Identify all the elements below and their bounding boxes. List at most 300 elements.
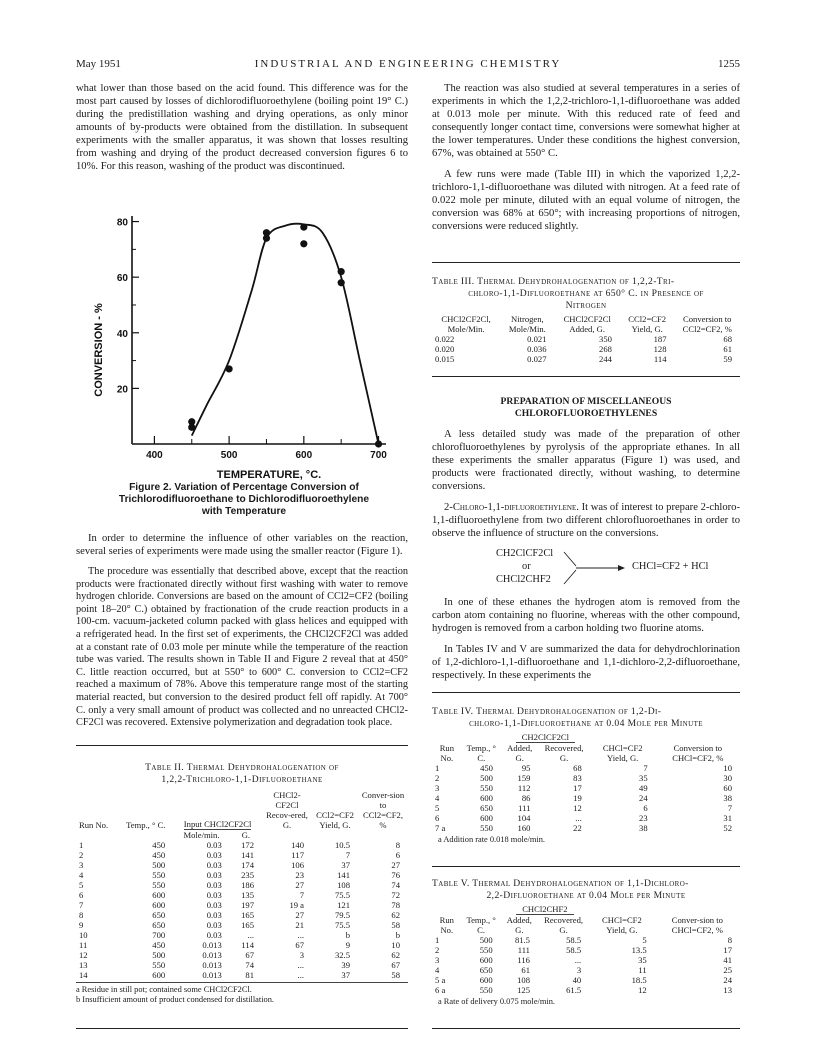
- table-3-grid: [432, 314, 740, 364]
- table-cell: 650: [152, 910, 166, 920]
- section-heading-line: PREPARATION OF MISCELLANEOUS: [500, 396, 672, 407]
- table-title-line: Table III. Thermal Dehydrohalogenation of 1,2,2-Tri-: [432, 276, 675, 287]
- table-cell: 5: [642, 935, 647, 945]
- x-tick-label: 400: [146, 450, 163, 461]
- table-footnote: a Addition rate 0.018 mole/min.: [438, 835, 545, 844]
- table-rule: [432, 866, 740, 867]
- table-cell: 0.03: [206, 880, 222, 890]
- table-cell: 60: [723, 783, 732, 793]
- table-cell: 0.013: [202, 950, 222, 960]
- table-rule: [432, 376, 740, 377]
- table-cell: 11: [638, 965, 647, 975]
- column-header: CHCl=CF2 Yield, G.: [602, 743, 643, 763]
- table-cell: 0.022: [435, 334, 455, 344]
- col-header-input: [173, 790, 262, 830]
- table-cell: 67: [245, 950, 254, 960]
- caption-line: with Temperature: [201, 506, 287, 517]
- paragraph: The procedure was essentially that described above, except that the reaction products were fractionated directly without first washing with water to remove hydrogen chloride. Conversions are based on the amount of CCl2=CF2 (boiling point 18–20° C.) obtained by fractionation of the crude reaction products in a 100-cm. vacuum-jacketed column packed with glass helices and equipped with a refrigerated head. In the first set of experiments, the CHCl2CF2Cl was added at a constant rate of 0.03 mole per minute while the temperature of the reaction tube was varied. The results shown in Table II and Figure 2 reveal that at 450° C. little reaction occurred, but at 550° to 600° C. conversion to CCl2=CF2 reached a maximum of 78%. Above this temperature range most of the starting material reacted, but conversion to the desired product fell off rapidly. At 700° C. only a very small amount of product was collected and no unreacted CHCl2-CF2Cl was recovered. Extensive polymerization and degradation took place.: [76, 566, 408, 729]
- table-cell: 4: [79, 870, 84, 880]
- table-cell: 13: [723, 985, 732, 995]
- table-cell: 6: [643, 803, 648, 813]
- table-cell: 5: [79, 880, 84, 890]
- table-cell: 550: [479, 985, 493, 995]
- column-header: Conversion to CHCl=CF2, %: [672, 743, 724, 763]
- table-row: [432, 344, 740, 354]
- table-row: [432, 763, 740, 773]
- table-cell: 7: [727, 803, 732, 813]
- table-3-title: [432, 276, 740, 312]
- page-number: 1255: [718, 58, 740, 70]
- table-cell: 17: [573, 783, 582, 793]
- x-tick-label: 700: [370, 450, 387, 461]
- table-cell: 23: [295, 870, 304, 880]
- table-cell: 17: [723, 945, 732, 955]
- table-cell: 62: [391, 950, 400, 960]
- data-point: [188, 424, 195, 431]
- table-cell: 187: [653, 334, 667, 344]
- table-cell: 600: [480, 793, 493, 803]
- table-title-line: chloro-1,1-Difluoroethane at 0.04 Mole per Minute: [469, 718, 703, 729]
- table-cell: 4: [435, 793, 440, 803]
- table-cell: 75.5: [334, 890, 350, 900]
- table-cell: 114: [653, 354, 667, 364]
- reaction-arrow-icon: [562, 550, 626, 586]
- paragraph: In one of these ethanes the hydrogen atom is removed from the carbon atom containing no fluorine, whereas with the other compound, hydrogen is removed from a carbon holding two fluorine atoms.: [432, 597, 740, 634]
- reaction-product: CHCl=CF2 + HCl: [632, 561, 709, 572]
- caption-line: Trichlorodifluoroethane to Dichlorodifluoroethylene: [118, 494, 370, 505]
- table-4: [432, 732, 740, 845]
- table-cell: 38: [723, 793, 732, 803]
- table-cell: 21: [295, 920, 304, 930]
- col-header-recovered: CHCl2-CF2Cl Recov-ered, G.: [266, 790, 308, 830]
- table-cell: 1: [435, 935, 440, 945]
- table-cell: 3: [435, 783, 440, 793]
- table-cell: 450: [152, 840, 166, 850]
- table-cell: b: [345, 930, 350, 940]
- table-cell: 39: [341, 960, 350, 970]
- data-point: [300, 240, 307, 247]
- column-header: CCl2=CF2 Yield, G.: [628, 314, 667, 334]
- table-cell: 650: [480, 803, 493, 813]
- table-footnote: a Rate of delivery 0.075 mole/min.: [438, 997, 555, 1006]
- left-column-top: [76, 82, 408, 181]
- table-cell: 2: [435, 945, 440, 955]
- table-cell: 0.015: [435, 354, 455, 364]
- table-row: [432, 823, 740, 833]
- table-cell: 52: [723, 823, 732, 833]
- x-axis-label: TEMPERATURE, °C.: [216, 469, 322, 480]
- table-cell: 600: [152, 900, 166, 910]
- column-header: Added, G.: [506, 915, 532, 935]
- run-in-heading: 2-Chloro-1,1-difluoroethylene.: [444, 502, 579, 513]
- table-cell: 95: [521, 763, 531, 773]
- table-row: [432, 965, 740, 975]
- table-cell: 0.021: [527, 334, 547, 344]
- table-cell: 235: [241, 870, 254, 880]
- table-cell: 165: [241, 920, 254, 930]
- table-row: [432, 985, 740, 995]
- table-cell: 650: [479, 965, 493, 975]
- series-line: [192, 224, 379, 444]
- group-header: [501, 904, 590, 915]
- section-heading-line: CHLOROFLUOROETHYLENES: [514, 408, 658, 419]
- table-cell: 3: [79, 860, 84, 870]
- column-header: Added, G.: [507, 743, 533, 763]
- table-cell: ...: [574, 955, 582, 965]
- table-cell: 5: [435, 803, 440, 813]
- table-cell: 9: [79, 920, 84, 930]
- table-cell: 159: [517, 773, 531, 783]
- table-cell: 650: [152, 920, 166, 930]
- table-cell: ...: [297, 960, 304, 970]
- table-cell: 244: [599, 354, 612, 364]
- table-cell: 35: [639, 773, 648, 783]
- table-cell: 128: [653, 344, 667, 354]
- table-cell: 600: [479, 955, 493, 965]
- table-cell: 58.5: [566, 935, 582, 945]
- column-header: Conver-sion to CHCl=CF2, %: [671, 915, 723, 935]
- table-cell: 165: [241, 910, 254, 920]
- table-cell: 111: [517, 945, 530, 955]
- table-cell: 550: [152, 960, 166, 970]
- table-row: [432, 813, 740, 823]
- column-header: Run No.: [439, 915, 454, 935]
- table-cell: 7: [299, 890, 304, 900]
- table-footnote: b Insufficient amount of product condensed for distillation.: [76, 995, 275, 1004]
- table-cell: 0.03: [206, 870, 222, 880]
- table-cell: 550: [152, 870, 166, 880]
- input-group-label: Input CHCl2CF2Cl: [183, 819, 252, 829]
- table-row: [76, 910, 408, 920]
- table-cell: 7: [643, 763, 648, 773]
- table-cell: 10.5: [334, 840, 350, 850]
- paragraph: [432, 501, 740, 540]
- table-cell: 19: [573, 793, 582, 803]
- table-title-line: 2,2-Difluoroethane at 0.04 Mole per Minute: [486, 890, 686, 901]
- table-2-title: [76, 762, 408, 786]
- table-row: [76, 870, 408, 880]
- table-cell: 32.5: [334, 950, 350, 960]
- table-cell: 7 a: [435, 823, 446, 833]
- table-cell: 10: [391, 940, 400, 950]
- table-row: [432, 955, 740, 965]
- table-rule: [432, 262, 740, 263]
- reactant-2: CHCl2CHF2: [496, 574, 551, 585]
- table-cell: 1: [79, 840, 84, 850]
- table-cell: 174: [241, 860, 254, 870]
- col-header-mole: Mole/min.: [183, 830, 220, 840]
- paragraph: A less detailed study was made of the preparation of other chlorofluoroethylenes by pyrolysis of the appropriate ethanes. In all these experiments the smaller apparatus (Figure 1) was used, and products were fractionated directly, without washing, to determine conversions.: [432, 429, 740, 492]
- table-row: [76, 890, 408, 900]
- table-cell: 35: [638, 955, 647, 965]
- table-cell: 600: [152, 890, 166, 900]
- group-label: CHCl2CHF2: [516, 904, 573, 915]
- column-header: CHCl=CF2 Yield, G.: [602, 915, 642, 935]
- table-cell: 500: [152, 950, 166, 960]
- section-heading: [432, 396, 740, 420]
- table-cell: 0.027: [527, 354, 547, 364]
- data-point: [263, 235, 270, 242]
- table-cell: 68: [723, 334, 732, 344]
- caption-line: Figure 2. Variation of Percentage Conversion of: [129, 482, 359, 493]
- table-cell: 72: [391, 890, 400, 900]
- table-cell: 22: [573, 823, 582, 833]
- data-point: [300, 224, 307, 231]
- table-cell: 30: [723, 773, 732, 783]
- table-cell: 5 a: [435, 975, 446, 985]
- table-cell: ...: [297, 970, 304, 980]
- table-cell: ...: [297, 930, 304, 940]
- table-3: [432, 314, 740, 364]
- table-cell: 12: [638, 985, 647, 995]
- table-cell: 1: [435, 763, 440, 773]
- table-cell: 67: [391, 960, 400, 970]
- table-cell: 550: [479, 945, 493, 955]
- table-cell: 61: [521, 965, 530, 975]
- table-row: [432, 935, 740, 945]
- scheme-or: or: [522, 561, 531, 572]
- col-header-yield: CCl2=CF2 Yield, G.: [316, 810, 354, 830]
- table-cell: 2: [435, 773, 440, 783]
- table-cell: 114: [241, 940, 254, 950]
- table-cell: 0.013: [202, 970, 222, 980]
- table-cell: 24: [639, 793, 648, 803]
- y-axis-label: CONVERSION - %: [93, 303, 105, 397]
- table-cell: 23: [639, 813, 648, 823]
- table-2-grid: [76, 790, 408, 980]
- table-cell: 3: [576, 965, 582, 975]
- data-point: [226, 365, 233, 372]
- table-5-title: [432, 878, 740, 902]
- reactant-1: CH2ClCF2Cl: [496, 548, 554, 559]
- issue-date: May 1951: [76, 58, 121, 70]
- table-cell: 135: [241, 890, 254, 900]
- table-cell: 108: [337, 880, 350, 890]
- right-column-lower: [432, 596, 740, 690]
- table-cell: 108: [517, 975, 530, 985]
- data-point: [338, 279, 345, 286]
- table-cell: 13.5: [631, 945, 647, 955]
- table-cell: 0.03: [206, 930, 222, 940]
- table-row: [76, 920, 408, 930]
- table-cell: 7: [345, 850, 350, 860]
- table-cell: 700: [152, 930, 166, 940]
- column-header: CHCl2CF2Cl Added, G.: [563, 314, 611, 334]
- table-title-line: Table V. Thermal Dehydrohalogenation of 1,1-Dichloro-: [432, 878, 689, 889]
- table-cell: 600: [479, 975, 493, 985]
- y-tick-label: 40: [116, 328, 128, 340]
- running-head: [76, 58, 740, 74]
- column-header: Nitrogen, Mole/Min.: [508, 314, 546, 334]
- table-cell: 141: [337, 870, 350, 880]
- table-4-body: [432, 763, 740, 833]
- table-cell: 0.03: [206, 920, 222, 930]
- x-tick-label: 500: [220, 450, 238, 461]
- table-row: [76, 860, 408, 870]
- table-cell: 140: [291, 840, 304, 850]
- table-cell: 41: [723, 955, 732, 965]
- table-cell: 6 a: [435, 985, 446, 995]
- table-cell: 58: [391, 920, 400, 930]
- table-cell: 74: [245, 960, 254, 970]
- table-cell: 25: [723, 965, 732, 975]
- table-cell: 8: [395, 840, 400, 850]
- table-cell: b: [395, 930, 400, 940]
- left-column-body: [76, 532, 408, 738]
- right-column-mid: [432, 428, 740, 548]
- column-header: Temp., ° C.: [466, 915, 496, 935]
- table-cell: 500: [480, 773, 493, 783]
- table-cell: 13: [79, 960, 88, 970]
- table-cell: 106: [291, 860, 304, 870]
- table-row: [432, 783, 740, 793]
- table-cell: 6: [79, 890, 84, 900]
- table-cell: 111: [518, 803, 531, 813]
- table-cell: 12: [573, 803, 582, 813]
- table-cell: 58.5: [566, 945, 582, 955]
- column-header: Recovered, G.: [544, 915, 584, 935]
- table-cell: 550: [152, 880, 166, 890]
- paragraph: The reaction was also studied at several temperatures in a series of experiments in which the 1,2,2-trichloro-1,1-difluoroethane was added at 0.013 mole per minute. With this reduced rate of feed and consequently longer contact time, conversions were somewhat higher at the lower temperatures. Under these conditions the highest conversion, 67%, was obtained at 550° C.: [432, 83, 740, 159]
- table-row: [76, 840, 408, 850]
- table-cell: 0.036: [527, 344, 547, 354]
- journal-title: INDUSTRIAL AND ENGINEERING CHEMISTRY: [254, 58, 562, 70]
- table-title-line: 1,2,2-Trichloro-1,1-Difluoroethane: [161, 774, 323, 785]
- group-header: [501, 732, 590, 743]
- table-cell: 83: [573, 773, 582, 783]
- table-5: [432, 904, 740, 1007]
- table-cell: 8: [79, 910, 84, 920]
- table-cell: 0.013: [202, 960, 222, 970]
- table-cell: 18.5: [631, 975, 647, 985]
- table-cell: 37: [341, 860, 350, 870]
- table-cell: 0.03: [206, 910, 222, 920]
- table-5-body: [432, 935, 740, 995]
- y-tick-label: 80: [116, 217, 128, 229]
- table-5-grid: [432, 904, 740, 995]
- table-cell: 160: [517, 823, 531, 833]
- figure-2-caption: [80, 482, 408, 518]
- table-cell: 6: [395, 850, 400, 860]
- paragraph: what lower than those based on the acid found. This difference was for the most part caused by losses of dichlorodifluoroethylene (boiling point 19° C.) during the predistillation washing and drying operations, as only minor amounts of by-products were obtained from the distillation. In subsequent experiments with the smaller apparatus, it was shown that losses resulting from washing and drying of the product decreased conversion figures 6 to 10%. For this reason, washing of the product was discontinued.: [76, 83, 408, 172]
- table-cell: 31: [723, 813, 732, 823]
- table-cell: 8: [727, 935, 732, 945]
- table-cell: 117: [291, 850, 304, 860]
- table-rule: [76, 745, 408, 746]
- table-cell: 38: [639, 823, 648, 833]
- table-cell: 27: [295, 910, 304, 920]
- table-cell: 76: [391, 870, 400, 880]
- table-cell: 121: [337, 900, 350, 910]
- table-row: [76, 960, 408, 970]
- table-cell: 450: [480, 763, 493, 773]
- paragraph: A few runs were made (Table III) in which the vaporized 1,2,2-trichloro-1,1-difluoroethane was diluted with nitrogen. At a feed rate of 0.022 mole per minute, diluted with an equal volume of nitrogen, the conversion was 68% at 650°; with increasing proportions of nitrogen, conversions were reduced slightly.: [432, 169, 740, 232]
- table-cell: 0.03: [206, 840, 222, 850]
- table-cell: ...: [247, 930, 254, 940]
- table-cell: 27: [295, 880, 304, 890]
- table-2: [76, 790, 408, 1005]
- right-column-top: [432, 82, 740, 241]
- table-cell: 4: [435, 965, 440, 975]
- table-cell: 350: [599, 334, 612, 344]
- table-row: [76, 880, 408, 890]
- table-cell: 12: [79, 950, 88, 960]
- table-title-line: chloro-1,1-Difluoroethane at 650° C. in Presence of: [468, 288, 704, 299]
- column-header: CHCl2CF2Cl, Mole/Min.: [441, 314, 491, 334]
- y-tick-label: 20: [116, 384, 128, 396]
- table-row: [432, 975, 740, 985]
- paragraph: In Tables IV and V are summarized the data for dehydrochlorination of 1,2-dichloro-1,1-difluoroethane and 1,1-dichloro-2,2-difluoroethane, respectively. In these experiments the: [432, 644, 740, 681]
- table-cell: 40: [572, 975, 582, 985]
- table-cell: 600: [152, 970, 166, 980]
- column-header: Conversion to CCl2=CF2, %: [682, 314, 732, 334]
- table-cell: 600: [480, 813, 493, 823]
- table-rule: [432, 1028, 740, 1029]
- table-title-line: Table II. Thermal Dehydrohalogenation of: [145, 762, 339, 773]
- table-cell: 59: [723, 354, 732, 364]
- table-cell: 450: [152, 940, 166, 950]
- table-cell: 0.03: [206, 900, 222, 910]
- table-cell: 9: [345, 940, 350, 950]
- table-row: [76, 850, 408, 860]
- table-footnote: a Residue in still pot; contained some CHCl2CF2Cl.: [76, 985, 252, 994]
- table-cell: 125: [517, 985, 530, 995]
- table-4-title: [432, 706, 740, 730]
- table-cell: 11: [79, 940, 88, 950]
- table-cell: 3: [299, 950, 304, 960]
- table-row: [432, 773, 740, 783]
- table-cell: 75.5: [334, 920, 350, 930]
- col-header-run: Run No.: [79, 820, 109, 830]
- table-cell: 7: [79, 900, 84, 910]
- table-rule: [432, 692, 740, 693]
- table-3-body: [432, 334, 740, 364]
- table-2-body: [76, 840, 408, 980]
- group-label: CH2ClCF2Cl: [516, 732, 575, 743]
- table-row: [432, 803, 740, 813]
- table-cell: 500: [479, 935, 493, 945]
- table-row: [432, 354, 740, 364]
- table-title-line: Table IV. Thermal Dehydrohalogenation of 1,2-Di-: [432, 706, 662, 717]
- table-rule: [76, 982, 408, 983]
- col-header-g: G.: [241, 830, 251, 840]
- table-cell: 112: [517, 783, 531, 793]
- table-cell: 0.03: [206, 850, 222, 860]
- data-point: [338, 268, 345, 275]
- table-cell: 550: [480, 783, 493, 793]
- figure-2-chart: [80, 212, 398, 480]
- y-tick-label: 60: [116, 273, 128, 285]
- table-row: [76, 930, 408, 940]
- paragraph: In order to determine the influence of other variables on the reaction, several series of experiments were made using the smaller reactor (Figure 1).: [76, 533, 408, 557]
- table-cell: 116: [517, 955, 530, 965]
- column-header: Temp., ° C.: [466, 743, 496, 763]
- table-cell: 24: [723, 975, 732, 985]
- table-cell: 550: [480, 823, 493, 833]
- column-header: Recovered, G.: [544, 743, 584, 763]
- table-cell: 6: [435, 813, 440, 823]
- table-cell: 450: [152, 850, 166, 860]
- table-cell: 3: [435, 955, 440, 965]
- table-title-line: Nitrogen: [565, 300, 607, 311]
- table-cell: 61.5: [566, 985, 582, 995]
- table-cell: 500: [152, 860, 166, 870]
- table-row: [432, 793, 740, 803]
- table-cell: 81.5: [514, 935, 530, 945]
- table-cell: 58: [391, 970, 400, 980]
- table-cell: 74: [391, 880, 400, 890]
- table-cell: 86: [521, 793, 531, 803]
